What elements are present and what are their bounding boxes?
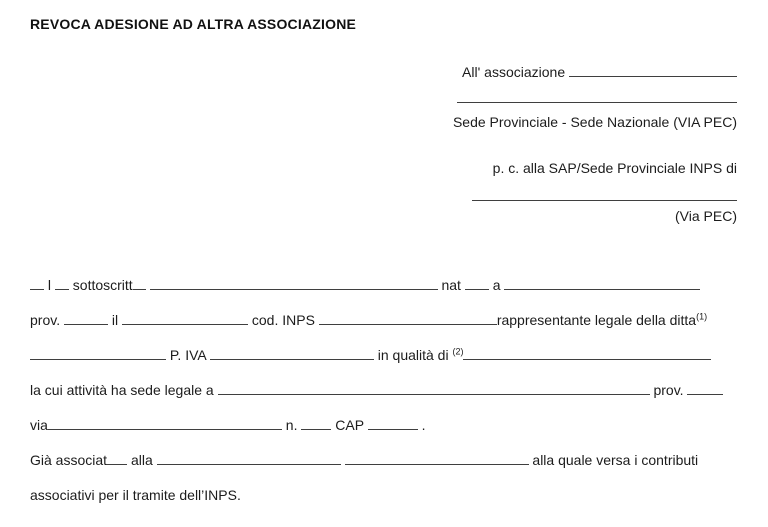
label-text: via [30, 417, 48, 433]
blank-fill-field [687, 382, 723, 395]
recipient-block [453, 62, 737, 226]
recipient-association-blank-line [453, 88, 737, 108]
line-gia-associato [30, 451, 740, 470]
blank-fill-field [319, 312, 497, 325]
label-text: associativi per il tramite dell’INPS. [30, 487, 241, 503]
label-text: in qualità di [377, 347, 449, 363]
blank-fill-field [368, 417, 418, 430]
blank-fill-field [504, 277, 700, 290]
recipient-sede-line [453, 112, 737, 132]
label-text: nat [441, 277, 461, 293]
label-text: (Via PEC) [675, 208, 737, 224]
blank-fill-field [133, 277, 146, 290]
label-text: P. IVA [169, 347, 206, 363]
line-contributi-coda [30, 486, 740, 505]
blank-fill-field [472, 188, 737, 201]
blank-fill-field [107, 452, 127, 465]
footnote-reference: (1) [696, 311, 708, 322]
blank-fill-field [64, 312, 108, 325]
blank-fill-field [463, 347, 711, 360]
footnote-reference: (2) [452, 346, 464, 357]
blank-fill-field [218, 382, 650, 395]
line-sede-legale [30, 381, 740, 400]
recipient-inps-blank-line [453, 186, 737, 206]
line-sottoscritto [30, 276, 740, 295]
label-text: prov. [30, 312, 61, 328]
label-text: a [492, 277, 501, 293]
blank-fill-field [122, 312, 248, 325]
blank-fill-field [301, 417, 331, 430]
blank-fill-field [465, 277, 489, 290]
blank-fill-field [48, 417, 282, 430]
label-text: alla quale versa i contributi [532, 452, 699, 468]
label-text: la cui attività ha sede legale a [30, 382, 214, 398]
label-text: rappresentante legale della ditta [496, 312, 697, 328]
recipient-via-pec-line [453, 206, 737, 226]
label-text: n. [285, 417, 298, 433]
blank-fill-field [157, 452, 341, 465]
label-text: il [111, 312, 119, 328]
line-prov-il-codinps [30, 311, 740, 330]
blank-fill-field [30, 347, 166, 360]
label-text: cod. INPS [251, 312, 315, 328]
label-text: All' associazione [462, 64, 566, 80]
label-text: . [421, 417, 426, 433]
document-title: REVOCA ADESIONE AD ALTRA ASSOCIAZIONE [30, 16, 357, 32]
blank-fill-field [569, 64, 737, 77]
blank-fill-field [457, 90, 737, 103]
recipient-association-line [453, 62, 737, 82]
label-text: l [47, 277, 52, 293]
blank-fill-field [55, 277, 69, 290]
label-text: Sede Provinciale - Sede Nazionale (VIA PEC) [452, 114, 737, 130]
label-text: CAP [335, 417, 364, 433]
line-via-cap [30, 416, 740, 435]
label-text: prov. [653, 382, 684, 398]
form-body [30, 276, 740, 521]
recipient-pc-inps-line [453, 158, 737, 178]
label-text: Già associat [30, 452, 108, 468]
blank-fill-field [150, 277, 438, 290]
blank-fill-field [345, 452, 529, 465]
label-text: sottoscritt [72, 277, 133, 293]
label-text: alla [130, 452, 153, 468]
blank-fill-field [210, 347, 374, 360]
label-text: p. c. alla SAP/Sede Provinciale INPS di [492, 160, 737, 176]
blank-fill-field [30, 277, 44, 290]
line-piva-qualita [30, 346, 740, 365]
